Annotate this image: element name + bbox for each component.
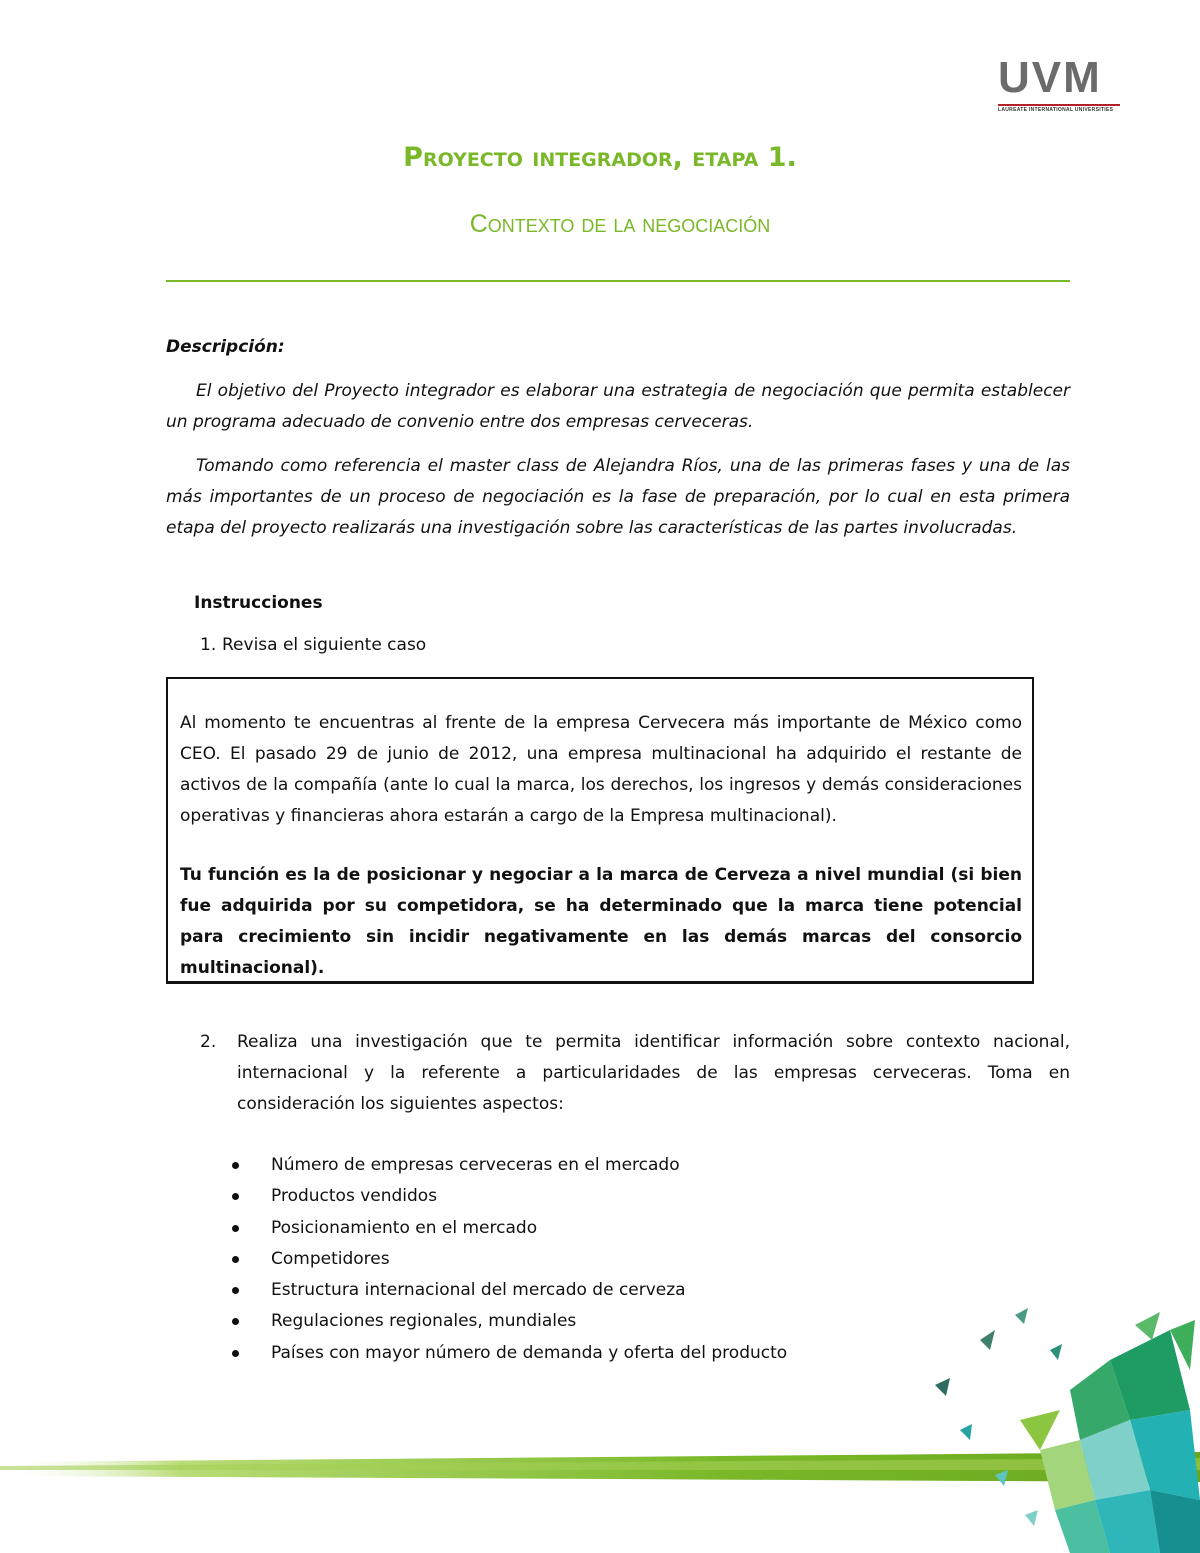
logo-rule — [998, 104, 1120, 106]
instructions-label: Instrucciones — [194, 593, 323, 613]
bullet-icon — [232, 1350, 239, 1357]
list-item: Estructura internacional del mercado de cerveza — [230, 1275, 787, 1306]
case-paragraph-1: Al momento te encuentras al frente de la empresa Cervecera más importante de México como CEO. El pasado 29 de junio de 2012, una empresa multinacional ha adquirido el restante de activos de la compañía (ante lo cual la marca, los derechos, los ingresos y demás consideraciones operativas y financieras ahora estarán a cargo de la Empresa multinacional). — [180, 713, 1022, 826]
step-1-number: 1. — [200, 635, 217, 655]
geometric-shards-decoration — [920, 1300, 1200, 1553]
uvm-logo — [998, 53, 1122, 113]
case-box — [166, 677, 1034, 984]
aspects-list — [230, 1150, 787, 1369]
page-title: Proyecto integrador, etapa 1. — [403, 142, 797, 173]
bullet-icon — [232, 1287, 239, 1294]
list-item: Países con mayor número de demanda y oferta del producto — [230, 1338, 787, 1369]
list-item: Número de empresas cerveceras en el mercado — [230, 1150, 787, 1181]
step-2-text: Realiza una investigación que te permita identificar información sobre contexto nacional, internacional y la referente a particularidades de las empresas cerveceras. Toma en consideración los siguientes aspectos: — [237, 1032, 1070, 1114]
logo-subtitle: LAUREATE INTERNATIONAL UNIVERSITIES — [998, 107, 1114, 113]
description-label: Descripción: — [166, 337, 285, 357]
title-divider — [166, 280, 1070, 282]
bullet-icon — [232, 1225, 239, 1232]
step-1 — [200, 630, 426, 661]
bullet-icon — [232, 1162, 239, 1169]
list-item: Posicionamiento en el mercado — [230, 1213, 787, 1244]
description-paragraph-1: El objetivo del Proyecto integrador es elaborar una estrategia de negociación que permita establecer un programa adecuado de convenio entre dos empresas cerveceras. — [166, 381, 1070, 432]
list-item: Regulaciones regionales, mundiales — [230, 1306, 787, 1337]
description-paragraph-2: Tomando como referencia el master class de Alejandra Ríos, una de las primeras fases y una de las más importantes de un proceso de negociación es la fase de preparación, por lo cual en esta primera etapa del proyecto realizarás una investigación sobre las características de las partes involucradas. — [166, 456, 1070, 538]
step-2-number: 2. — [200, 1032, 217, 1052]
bullet-icon — [232, 1193, 239, 1200]
case-paragraph-2: Tu función es la de posicionar y negociar a la marca de Cerveza a nivel mundial (si bien fue adquirida por su competidora, se ha determinado que la marca tiene potencial para crecimiento sin incidir negativamente en las demás marcas del consorcio multinacional). — [180, 865, 1022, 978]
bullet-icon — [232, 1256, 239, 1263]
logo-text: UVM — [998, 53, 1102, 102]
list-item: Competidores — [230, 1244, 787, 1275]
bullet-icon — [232, 1318, 239, 1325]
page-subtitle: Contexto de la negociación — [469, 210, 771, 238]
step-2 — [200, 1027, 1070, 1120]
step-1-text: Revisa el siguiente caso — [222, 635, 427, 655]
list-item: Productos vendidos — [230, 1181, 787, 1212]
